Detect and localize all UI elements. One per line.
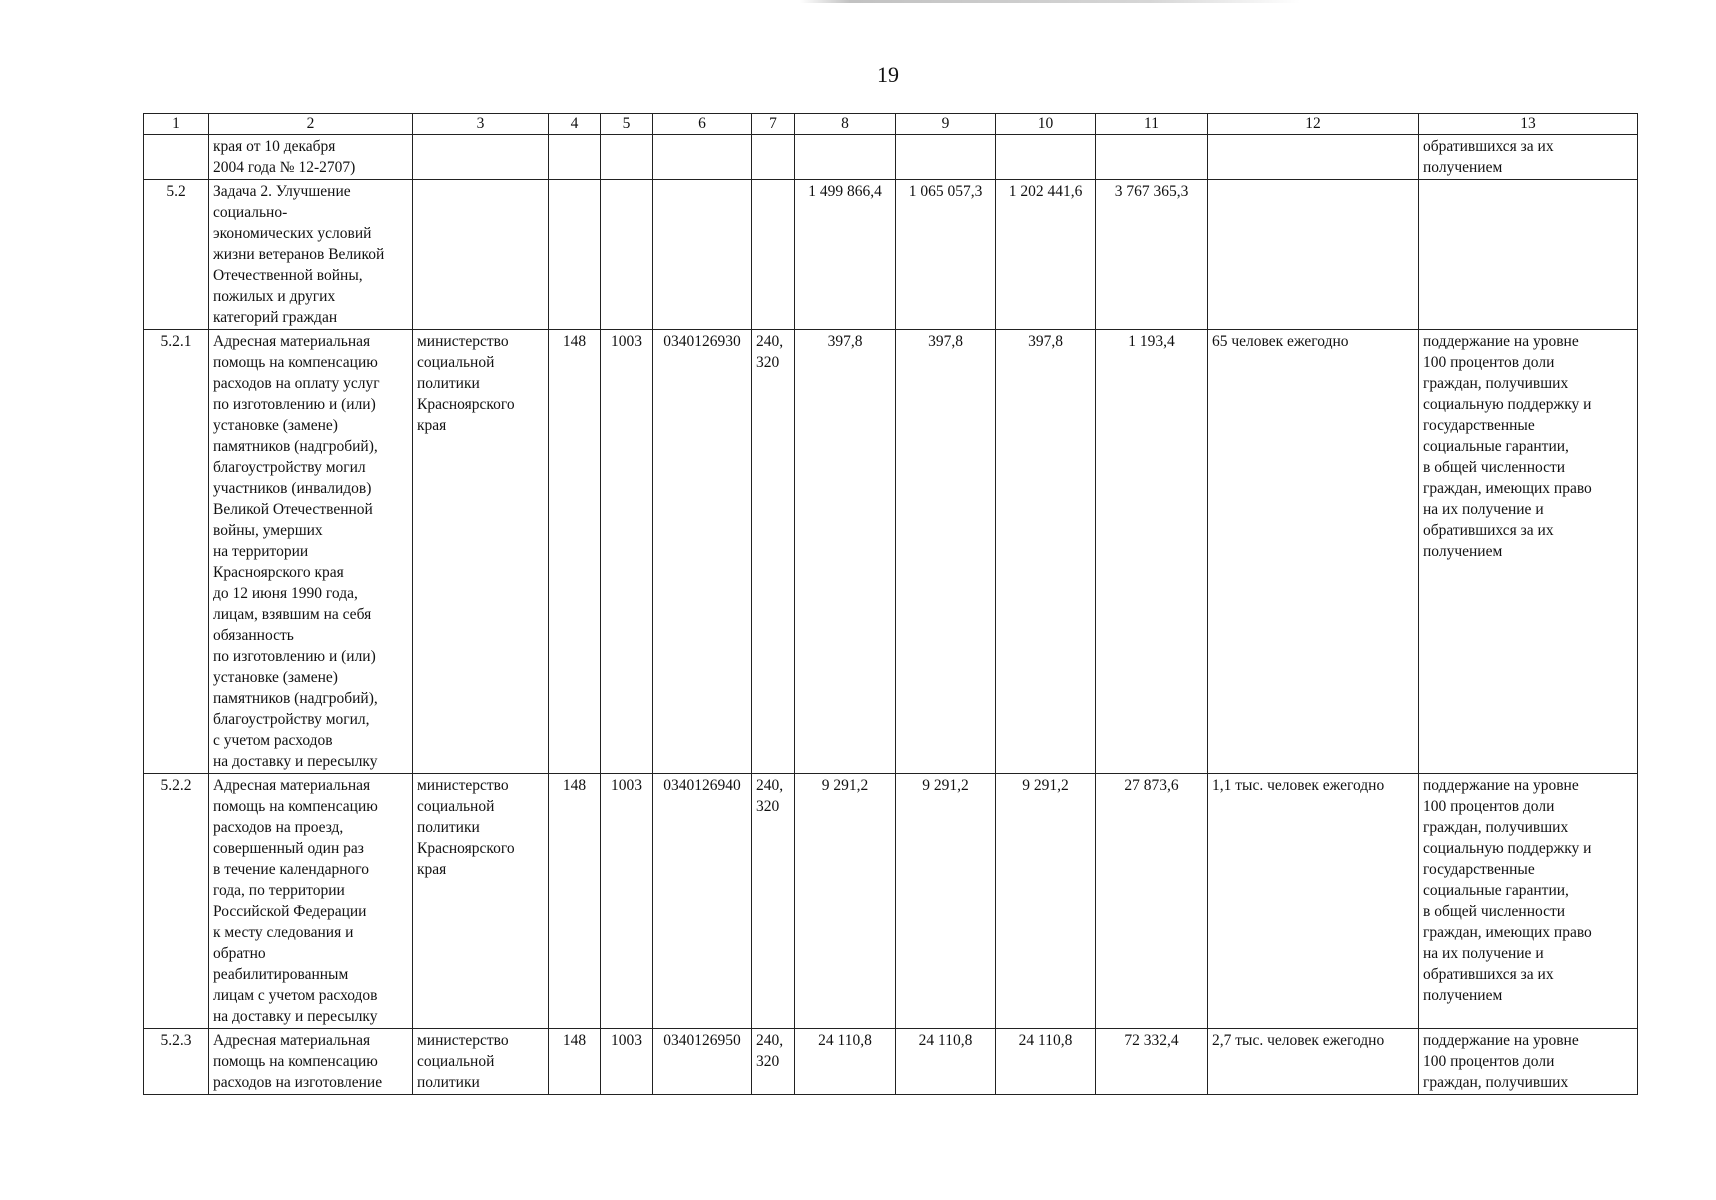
grbs-cell: министерство социальной политики [413, 1029, 549, 1095]
grbs-code-cell: 148 [549, 330, 601, 774]
amount-year2-cell: 9 291,2 [896, 774, 996, 1029]
grbs-cell [413, 135, 549, 180]
indicator-cell: поддержание на уровне 100 процентов доли граждан, получивших социальную поддержку и государственные социальные гарантии, в общей численности граждан, имеющих право на их получение и обратившихся за их получением [1419, 330, 1638, 774]
grbs-cell: министерство социальной политики Красноярского края [413, 774, 549, 1029]
table-row [144, 135, 1638, 180]
column-header: 2 [209, 114, 413, 135]
amount-year3-cell: 24 110,8 [996, 1029, 1096, 1095]
measure-name-cell: Адресная материальная помощь на компенсацию расходов на оплату услуг по изготовлению и (или) установке (замене) памятников (надгробий), благоустройству могил участников (инвалидов) Великой Отечественной войны, умерших на территории Красноярского края до 12 июня 1990 года, лицам, взявшим на себя обязанность по изготовлению и (или) установке (замене) памятников (надгробий), благоустройству могил, с учетом расходов на доставку и пересылку [209, 330, 413, 774]
row-number-cell: 5.2.2 [144, 774, 209, 1029]
amount-year2-cell: 1 065 057,3 [896, 180, 996, 330]
grbs-code-cell: 148 [549, 774, 601, 1029]
column-header: 3 [413, 114, 549, 135]
indicator-cell [1419, 180, 1638, 330]
column-header: 11 [1096, 114, 1208, 135]
column-header: 4 [549, 114, 601, 135]
expected-result-cell: 1,1 тыс. человек ежегодно [1208, 774, 1419, 1029]
amount-year3-cell: 1 202 441,6 [996, 180, 1096, 330]
vr-cell [752, 180, 795, 330]
vr-cell: 240, 320 [752, 330, 795, 774]
expected-result-cell [1208, 135, 1419, 180]
amount-year1-cell: 397,8 [795, 330, 896, 774]
column-header: 13 [1419, 114, 1638, 135]
amount-year3-cell [996, 135, 1096, 180]
rzpr-cell: 1003 [601, 330, 653, 774]
column-header: 9 [896, 114, 996, 135]
expected-result-cell: 65 человек ежегодно [1208, 330, 1419, 774]
row-number-cell [144, 135, 209, 180]
amount-year1-cell [795, 135, 896, 180]
amount-total-cell: 1 193,4 [1096, 330, 1208, 774]
indicator-cell: поддержание на уровне 100 процентов доли граждан, получивших [1419, 1029, 1638, 1095]
scan-artifact [800, 0, 1300, 3]
column-header: 7 [752, 114, 795, 135]
row-number-cell: 5.2 [144, 180, 209, 330]
csr-cell [653, 135, 752, 180]
amount-year1-cell: 24 110,8 [795, 1029, 896, 1095]
column-header: 5 [601, 114, 653, 135]
vr-cell: 240, 320 [752, 1029, 795, 1095]
program-table [143, 113, 1638, 1095]
csr-cell: 0340126950 [653, 1029, 752, 1095]
grbs-cell: министерство социальной политики Красноярского края [413, 330, 549, 774]
column-header: 6 [653, 114, 752, 135]
rzpr-cell: 1003 [601, 774, 653, 1029]
table-row [144, 1029, 1638, 1095]
amount-year3-cell: 397,8 [996, 330, 1096, 774]
amount-year2-cell: 24 110,8 [896, 1029, 996, 1095]
rzpr-cell: 1003 [601, 1029, 653, 1095]
amount-year3-cell: 9 291,2 [996, 774, 1096, 1029]
column-header: 10 [996, 114, 1096, 135]
amount-year2-cell [896, 135, 996, 180]
csr-cell [653, 180, 752, 330]
rzpr-cell [601, 180, 653, 330]
page-number: 19 [877, 62, 899, 87]
amount-total-cell: 72 332,4 [1096, 1029, 1208, 1095]
column-header: 8 [795, 114, 896, 135]
amount-total-cell [1096, 135, 1208, 180]
csr-cell: 0340126930 [653, 330, 752, 774]
expected-result-cell [1208, 180, 1419, 330]
vr-cell [752, 135, 795, 180]
column-header: 1 [144, 114, 209, 135]
expected-result-cell: 2,7 тыс. человек ежегодно [1208, 1029, 1419, 1095]
indicator-cell: обратившихся за их получением [1419, 135, 1638, 180]
table-row [144, 774, 1638, 1029]
grbs-cell [413, 180, 549, 330]
amount-total-cell: 3 767 365,3 [1096, 180, 1208, 330]
vr-cell: 240, 320 [752, 774, 795, 1029]
table-header-row [144, 114, 1638, 135]
amount-year1-cell: 9 291,2 [795, 774, 896, 1029]
row-number-cell: 5.2.3 [144, 1029, 209, 1095]
column-header: 12 [1208, 114, 1419, 135]
grbs-code-cell [549, 180, 601, 330]
amount-year1-cell: 1 499 866,4 [795, 180, 896, 330]
measure-name-cell: края от 10 декабря 2004 года № 12-2707) [209, 135, 413, 180]
csr-cell: 0340126940 [653, 774, 752, 1029]
row-number-cell: 5.2.1 [144, 330, 209, 774]
amount-total-cell: 27 873,6 [1096, 774, 1208, 1029]
table-row [144, 330, 1638, 774]
rzpr-cell [601, 135, 653, 180]
measure-name-cell: Адресная материальная помощь на компенсацию расходов на изготовление [209, 1029, 413, 1095]
grbs-code-cell: 148 [549, 1029, 601, 1095]
measure-name-cell: Задача 2. Улучшение социально- экономических условий жизни ветеранов Великой Отечественной войны, пожилых и других категорий граждан [209, 180, 413, 330]
measure-name-cell: Адресная материальная помощь на компенсацию расходов на проезд, совершенный один раз в течение календарного года, по территории Российской Федерации к месту следования и обратно реабилитированным лицам с учетом расходов на доставку и пересылку [209, 774, 413, 1029]
amount-year2-cell: 397,8 [896, 330, 996, 774]
grbs-code-cell [549, 135, 601, 180]
table-row [144, 180, 1638, 330]
indicator-cell: поддержание на уровне 100 процентов доли граждан, получивших социальную поддержку и государственные социальные гарантии, в общей численности граждан, имеющих право на их получение и обратившихся за их получением [1419, 774, 1638, 1029]
